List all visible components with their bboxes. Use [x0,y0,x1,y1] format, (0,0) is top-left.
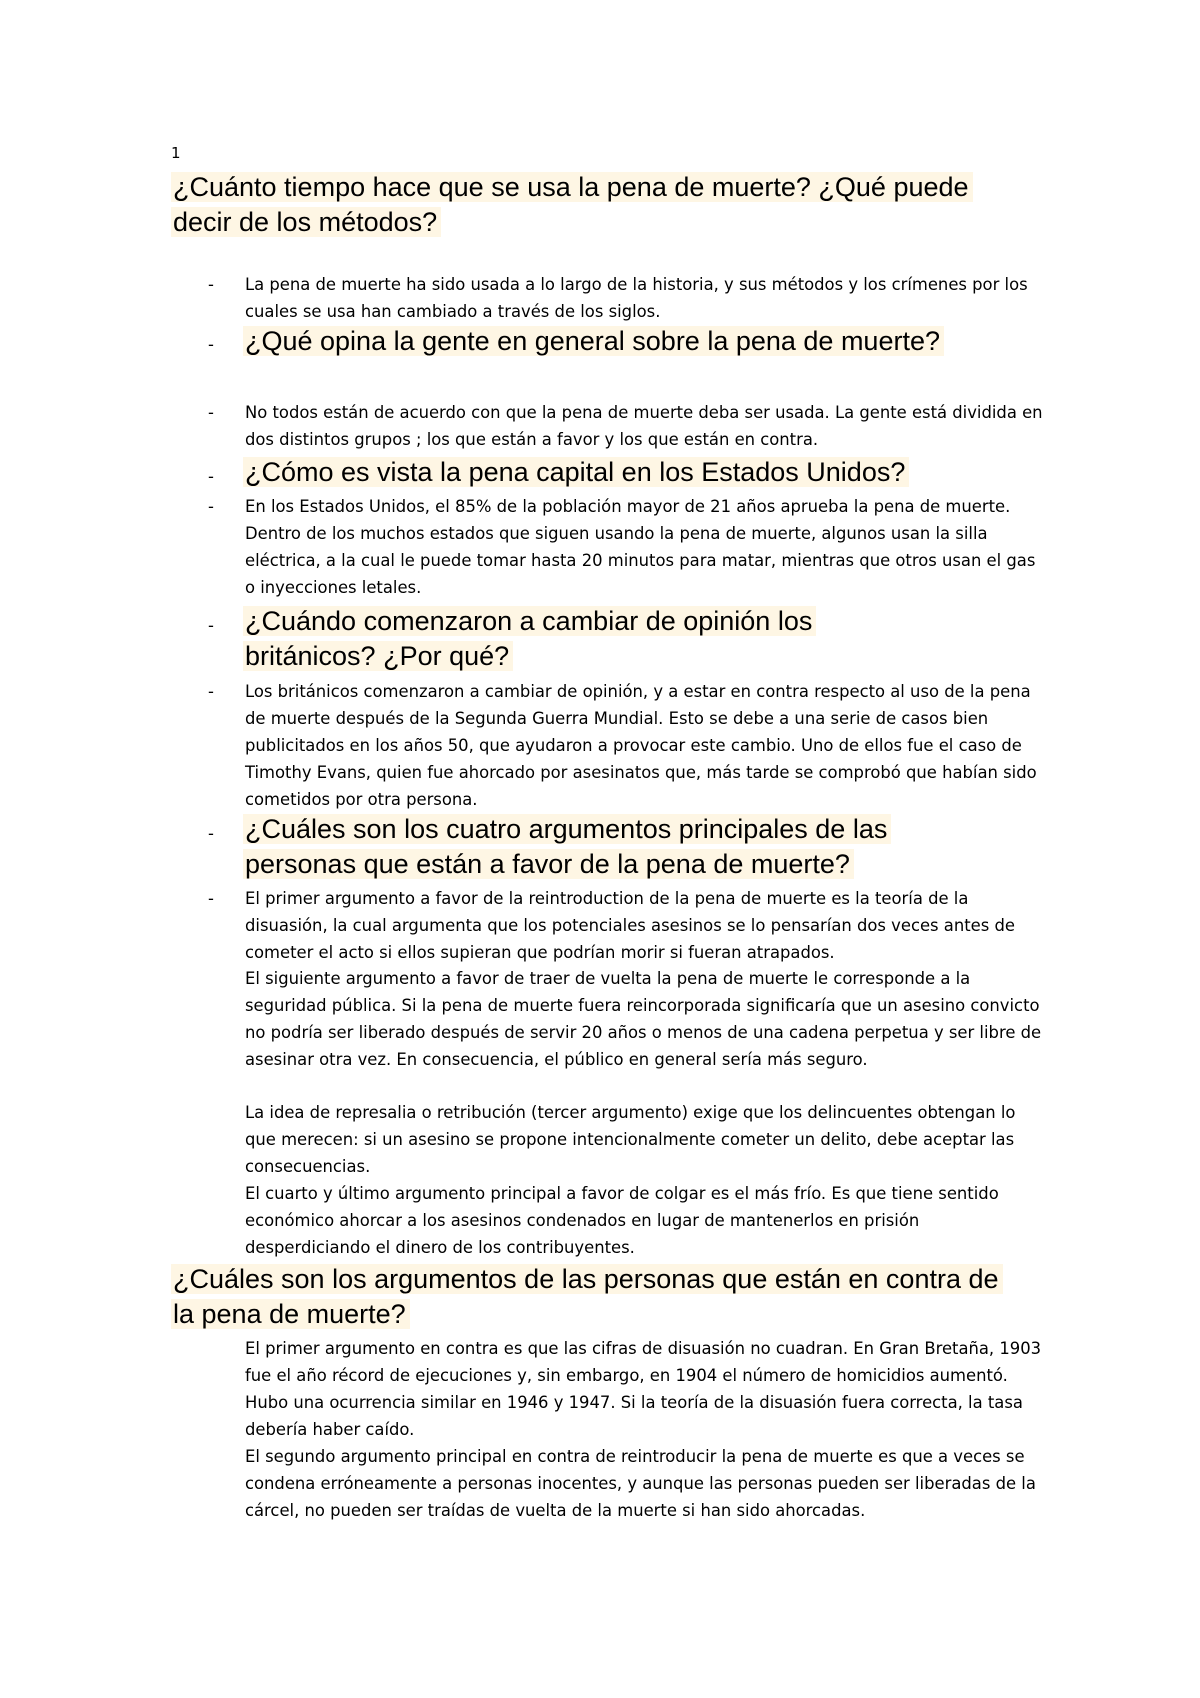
bullet-dash: - [208,616,214,635]
question-text: ¿Qué opina la gente en general sobre la pena de muerte? [243,326,944,356]
bullet-dash: - [208,497,214,516]
bullet-dash: - [208,682,214,701]
bullet-dash: - [208,403,214,422]
answer-british: Los británicos comenzaron a cambiar de opinión, y a estar en contra respecto al uso de la pena de muerte después de la Segunda Guerra Mundial. Esto se debe a una serie de casos bien publicitados en los años 50, que ayudaron a provocar este cambio. Uno de ellos fue el caso de Timothy Evans, quien fue ahorcado por asesinatos que, más tarde se comprobó que habían sido cometidos por otra persona. [245,682,1037,809]
paragraph-economic: El cuarto y último argumento principal a favor de colgar es el más frío. Es que tiene sentido económico ahorcar a los asesinos condenados en lugar de mantenerlos en prisión desperdiciando el dinero de los contribuyentes. [245,1184,999,1257]
answer-public-opinion: No todos están de acuerdo con que la pena de muerte deba ser usada. La gente está dividida en dos distintos grupos ; los que están a favor y los que están en contra. [245,403,1043,449]
question-text: ¿Cuánto tiempo hace que se usa la pena de muerte? ¿Qué puede decir de los métodos? [171,172,973,237]
question-four-arguments [243,812,1003,882]
question-text: ¿Cuáles son los cuatro argumentos principales de las personas que están a favor de la pena de muerte? [243,814,891,879]
answer-history: La pena de muerte ha sido usada a lo largo de la historia, y sus métodos y los crímenes por los cuales se usa han cambiado a través de los siglos. [245,275,1028,321]
question-british [243,604,923,674]
question-text: ¿Cuándo comenzaron a cambiar de opinión los británicos? ¿Por qué? [243,606,816,671]
question-united-states [243,455,1063,490]
answer-united-states: En los Estados Unidos, el 85% de la población mayor de 21 años aprueba la pena de muerte. Dentro de los muchos estados que siguen usando la pena de muerte, algunos usan la silla eléctrica, a la cual le puede tomar hasta 20 minutos para matar, mientras que otros usan el gas o inyecciones letales. [245,497,1036,597]
bullet-dash: - [208,467,214,486]
answer-deterrence: El primer argumento a favor de la reintroduction de la pena de muerte es la teoría de la disuasión, la cual argumenta que los potenciales asesinos se lo pensarían dos veces antes de cometer el acto si ellos supieran que podrían morir si fueran atrapados. [245,889,1015,962]
question-public-opinion [243,324,963,359]
bullet-dash: - [208,824,214,843]
question-text: ¿Cuáles son los argumentos de las personas que están en contra de la pena de muerte? [171,1264,1003,1329]
paragraph-deterrence-figures: El primer argumento en contra es que las cifras de disuasión no cuadran. En Gran Bretaña, 1903 fue el año récord de ejecuciones y, sin embargo, en 1904 el número de homicidios aumentó. Hubo una ocurrencia similar en 1946 y 1947. Si la teoría de la disuasión fuera correcta, la tasa debería haber caído. [245,1339,1042,1439]
paragraph-retribution: La idea de represalia o retribución (tercer argumento) exige que los delincuentes obtengan lo que merecen: si un asesino se propone intencionalmente cometer un delito, debe aceptar las consecuencias. [245,1103,1016,1176]
bullet-dash: - [208,275,214,294]
bullet-dash: - [208,889,214,908]
page-number: 1 [171,144,181,162]
paragraph-innocent-people: El segundo argumento principal en contra de reintroducir la pena de muerte es que a veces se condena erróneamente a personas inocentes, y aunque las personas pueden ser liberadas de la cárcel, no pueden ser traídas de vuelta de la muerte si han sido ahorcadas. [245,1447,1036,1520]
bullet-dash: - [208,335,214,354]
question-history [171,170,1031,240]
question-text: ¿Cómo es vista la pena capital en los Estados Unidos? [243,457,909,487]
paragraph-public-safety: El siguiente argumento a favor de traer de vuelta la pena de muerte le corresponde a la seguridad pública. Si la pena de muerte fuera reincorporada significaría que un asesino convicto no podría ser liberado después de servir 20 años o menos de una cadena perpetua y ser libre de asesinar otra vez. En consecuencia, el público en general sería más seguro. [245,969,1042,1069]
question-against [171,1262,1001,1332]
